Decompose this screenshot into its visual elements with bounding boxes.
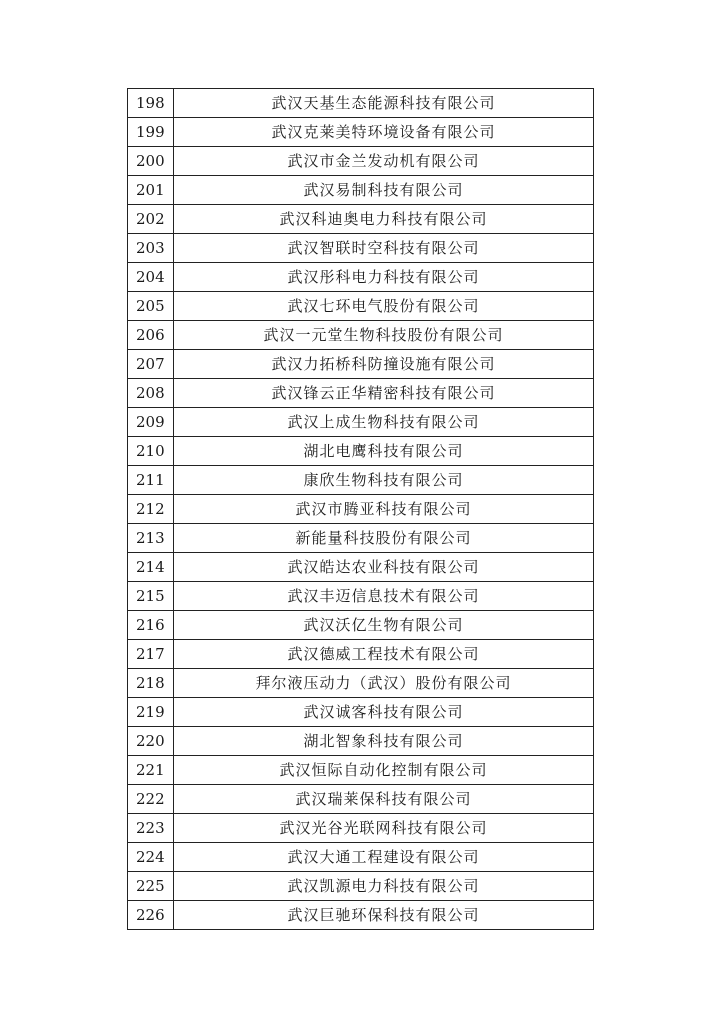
table-row <box>128 292 594 321</box>
table-row <box>128 466 594 495</box>
row-number-cell: 199 <box>128 118 174 147</box>
row-number-cell: 208 <box>128 379 174 408</box>
row-number-cell: 210 <box>128 437 174 466</box>
company-name-cell: 武汉光谷光联网科技有限公司 <box>174 814 594 843</box>
company-name-cell: 武汉皓达农业科技有限公司 <box>174 553 594 582</box>
company-name-cell: 新能量科技股份有限公司 <box>174 524 594 553</box>
table-row <box>128 785 594 814</box>
row-number-cell: 198 <box>128 89 174 118</box>
table-row <box>128 350 594 379</box>
company-name-cell: 武汉七环电气股份有限公司 <box>174 292 594 321</box>
company-name-cell: 拜尔液压动力（武汉）股份有限公司 <box>174 669 594 698</box>
table-row <box>128 843 594 872</box>
company-name-cell: 武汉彤科电力科技有限公司 <box>174 263 594 292</box>
row-number-cell: 200 <box>128 147 174 176</box>
company-list-table <box>127 88 594 930</box>
company-name-cell: 武汉上成生物科技有限公司 <box>174 408 594 437</box>
table-row <box>128 234 594 263</box>
company-name-cell: 武汉沃亿生物有限公司 <box>174 611 594 640</box>
company-name-cell: 武汉一元堂生物科技股份有限公司 <box>174 321 594 350</box>
company-name-cell: 武汉诚客科技有限公司 <box>174 698 594 727</box>
row-number-cell: 201 <box>128 176 174 205</box>
row-number-cell: 217 <box>128 640 174 669</box>
company-name-cell: 武汉市腾亚科技有限公司 <box>174 495 594 524</box>
row-number-cell: 202 <box>128 205 174 234</box>
company-name-cell: 武汉丰迈信息技术有限公司 <box>174 582 594 611</box>
row-number-cell: 224 <box>128 843 174 872</box>
company-name-cell: 湖北电鹰科技有限公司 <box>174 437 594 466</box>
row-number-cell: 220 <box>128 727 174 756</box>
company-name-cell: 武汉瑞莱保科技有限公司 <box>174 785 594 814</box>
company-name-cell: 武汉大通工程建设有限公司 <box>174 843 594 872</box>
row-number-cell: 214 <box>128 553 174 582</box>
row-number-cell: 222 <box>128 785 174 814</box>
row-number-cell: 216 <box>128 611 174 640</box>
table-row <box>128 582 594 611</box>
table-row <box>128 89 594 118</box>
company-name-cell: 武汉克莱美特环境设备有限公司 <box>174 118 594 147</box>
table-row <box>128 205 594 234</box>
row-number-cell: 206 <box>128 321 174 350</box>
company-name-cell: 湖北智象科技有限公司 <box>174 727 594 756</box>
row-number-cell: 225 <box>128 872 174 901</box>
row-number-cell: 204 <box>128 263 174 292</box>
row-number-cell: 211 <box>128 466 174 495</box>
table-row <box>128 263 594 292</box>
company-name-cell: 武汉智联时空科技有限公司 <box>174 234 594 263</box>
company-name-cell: 武汉巨驰环保科技有限公司 <box>174 901 594 930</box>
company-name-cell: 武汉易制科技有限公司 <box>174 176 594 205</box>
row-number-cell: 207 <box>128 350 174 379</box>
row-number-cell: 205 <box>128 292 174 321</box>
table-row <box>128 727 594 756</box>
company-name-cell: 武汉恒际自动化控制有限公司 <box>174 756 594 785</box>
company-name-cell: 武汉凯源电力科技有限公司 <box>174 872 594 901</box>
row-number-cell: 223 <box>128 814 174 843</box>
table-row <box>128 147 594 176</box>
table-row <box>128 669 594 698</box>
company-name-cell: 康欣生物科技有限公司 <box>174 466 594 495</box>
company-name-cell: 武汉德威工程技术有限公司 <box>174 640 594 669</box>
table-row <box>128 756 594 785</box>
company-name-cell: 武汉锋云正华精密科技有限公司 <box>174 379 594 408</box>
table-row <box>128 872 594 901</box>
row-number-cell: 218 <box>128 669 174 698</box>
table-row <box>128 814 594 843</box>
table-row <box>128 408 594 437</box>
table-row <box>128 553 594 582</box>
table-row <box>128 611 594 640</box>
table-row <box>128 118 594 147</box>
row-number-cell: 203 <box>128 234 174 263</box>
table-body <box>128 89 594 930</box>
table-row <box>128 640 594 669</box>
row-number-cell: 226 <box>128 901 174 930</box>
table-row <box>128 495 594 524</box>
table-row <box>128 379 594 408</box>
table-row <box>128 321 594 350</box>
table-row <box>128 524 594 553</box>
company-name-cell: 武汉市金兰发动机有限公司 <box>174 147 594 176</box>
row-number-cell: 219 <box>128 698 174 727</box>
company-name-cell: 武汉力拓桥科防撞设施有限公司 <box>174 350 594 379</box>
row-number-cell: 215 <box>128 582 174 611</box>
company-name-cell: 武汉科迪奥电力科技有限公司 <box>174 205 594 234</box>
company-name-cell: 武汉天基生态能源科技有限公司 <box>174 89 594 118</box>
table-row <box>128 176 594 205</box>
table-row <box>128 698 594 727</box>
row-number-cell: 209 <box>128 408 174 437</box>
table-row <box>128 901 594 930</box>
table-row <box>128 437 594 466</box>
row-number-cell: 221 <box>128 756 174 785</box>
row-number-cell: 212 <box>128 495 174 524</box>
row-number-cell: 213 <box>128 524 174 553</box>
